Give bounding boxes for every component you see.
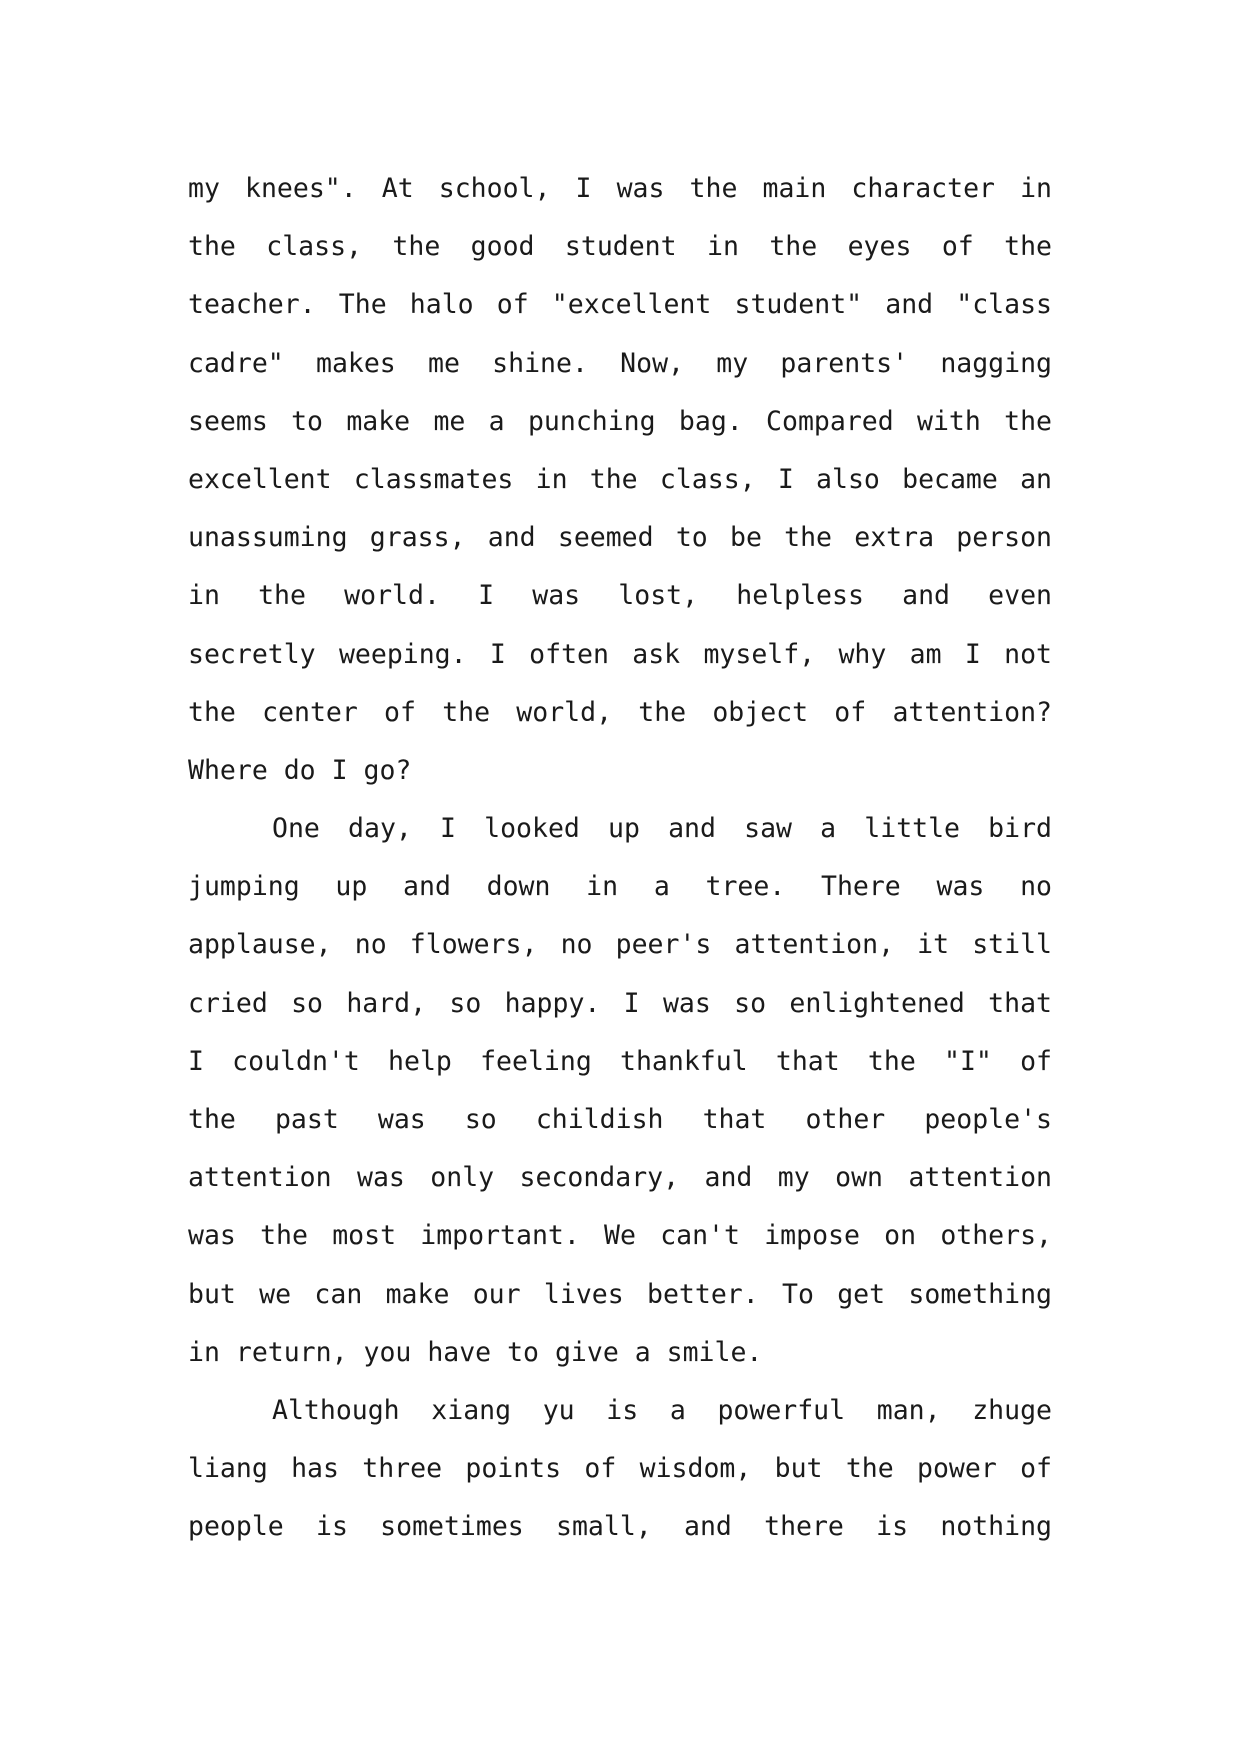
text-line: in return, you have to give a smile. <box>188 1336 763 1368</box>
text-line: unassuming grass, and seemed to be the extra person <box>188 522 1052 554</box>
text-line: liang has three points of wisdom, but the power of <box>188 1453 1052 1485</box>
text-line: cried so hard, so happy. I was so enlightened that <box>188 987 1052 1019</box>
text-line: in the world. I was lost, helpless and even <box>188 580 1052 612</box>
text-line: was the most important. We can't impose on others, <box>188 1220 1052 1252</box>
text-line: excellent classmates in the class, I also became an <box>188 463 1052 495</box>
text-line: the past was so childish that other people's <box>188 1104 1052 1135</box>
paragraph-first-line: One day, I looked up and saw a little bird <box>272 813 1052 845</box>
text-line: I couldn't help feeling thankful that the "I" of <box>188 1045 1052 1077</box>
text-line: jumping up and down in a tree. There was no <box>188 871 1052 903</box>
text-line: but we can make our lives better. To get something <box>188 1278 1052 1310</box>
text-line: people is sometimes small, and there is nothing <box>188 1511 1052 1543</box>
text-line: attention was only secondary, and my own attention <box>188 1162 1052 1194</box>
text-line: teacher. The halo of "excellent student" and "class <box>188 289 1052 321</box>
text-line: Where do I go? <box>188 754 412 786</box>
text-line: applause, no flowers, no peer's attention, it still <box>188 929 1052 961</box>
text-line: cadre" makes me shine. Now, my parents' nagging <box>188 347 1052 379</box>
text-line: my knees". At school, I was the main character in <box>188 173 1052 204</box>
body-text <box>188 160 1052 1557</box>
text-line: the class, the good student in the eyes of the <box>188 231 1052 263</box>
paragraph-first-line: Although xiang yu is a powerful man, zhuge <box>272 1394 1052 1426</box>
text-line: secretly weeping. I often ask myself, why am I not <box>188 638 1052 670</box>
text-line: seems to make me a punching bag. Compared with the <box>188 405 1052 437</box>
text-line: the center of the world, the object of attention? <box>188 696 1052 728</box>
